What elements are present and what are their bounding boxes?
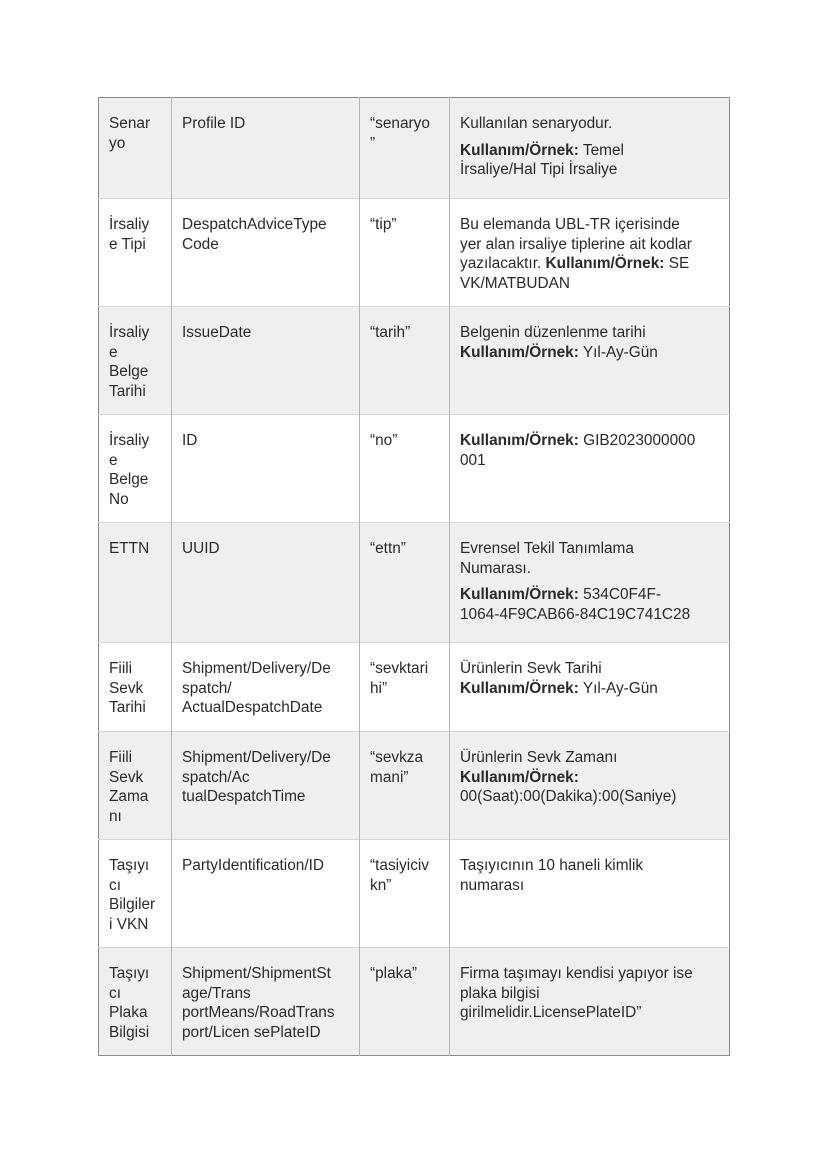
example-label: Kullanım/Örnek:: [460, 432, 579, 449]
description-cell: Bu elemanda UBL-TR içerisinde yer alan irsaliye tiplerine ait kodlar yazılacaktır. Kullanım/Örnek: SE VK/MATBUDAN: [450, 199, 730, 307]
example-label: Kullanım/Örnek:: [545, 255, 665, 272]
description-cell: Kullanım/Örnek: GIB2023000000 001: [450, 415, 730, 523]
field-name-cell: ETTN: [99, 523, 172, 643]
variable-cell: “sevktari hi”: [360, 643, 450, 732]
field-name-cell: Fiili Sevk Tarihi: [109, 660, 146, 716]
table-row: [99, 523, 730, 643]
ubl-element-cell: ID: [172, 415, 360, 523]
ubl-element-cell: Shipment/ShipmentSt age/Trans portMeans/RoadTrans port/Licen sePlateID: [172, 948, 360, 1056]
table-row: [99, 199, 730, 307]
variable-cell: “no”: [360, 415, 450, 523]
field-name-cell: Taşıyı cı Plaka Bilgisi: [99, 948, 172, 1056]
table-row: [99, 415, 730, 523]
ubl-element-cell: Shipment/Delivery/De spatch/Ac tualDespatchTime: [172, 732, 360, 840]
ubl-element-cell: Profile ID: [172, 98, 360, 199]
description-cell: Firma taşımayı kendisi yapıyor ise plaka bilgisi girilmelidir.LicensePlateID”: [450, 948, 730, 1056]
table-row: [99, 307, 730, 415]
description-cell: Kullanılan senaryodur. Kullanım/Örnek: Temel İrsaliye/Hal Tipi İrsaliye: [450, 98, 730, 199]
table-row: [99, 732, 730, 840]
ubl-element-cell: PartyIdentification/ID: [172, 840, 360, 948]
table-row: [99, 840, 730, 948]
field-name-cell: İrsaliy e Belge Tarihi: [99, 307, 172, 415]
ubl-element-cell: DespatchAdviceType Code: [172, 199, 360, 307]
example-label: Kullanım/Örnek:: [460, 586, 579, 603]
variable-cell: “sevkza mani”: [360, 732, 450, 840]
example-label: Kullanım/Örnek:: [460, 343, 579, 361]
variable-cell: “tasiyiciv kn”: [360, 840, 450, 948]
variable-cell: “plaka”: [360, 948, 450, 1056]
example-label: Kullanım/Örnek:: [460, 141, 579, 159]
ubl-element-cell: Shipment/Delivery/De spatch/ ActualDespatchDate: [172, 643, 360, 732]
field-name-cell: Fiili Sevk Zama nı: [99, 732, 172, 840]
variable-cell: “tip”: [360, 199, 450, 307]
ubl-element-cell: IssueDate: [172, 307, 360, 415]
field-name-cell: İrsaliy e Tipi: [109, 216, 150, 253]
field-spec-table: [98, 97, 730, 1056]
example-label: Kullanım/Örnek:: [460, 768, 579, 786]
description-cell: Ürünlerin Sevk Zamanı Kullanım/Örnek: 00(Saat):00(Dakika):00(Saniye): [450, 732, 730, 840]
table-row: [99, 643, 730, 732]
description-cell: Taşıyıcının 10 haneli kimlik numarası: [450, 840, 730, 948]
field-name-cell: Senar yo: [99, 98, 172, 199]
example-label: Kullanım/Örnek:: [460, 679, 579, 697]
description-cell: Belgenin düzenlenme tarihi Kullanım/Örnek: Yıl-Ay-Gün: [450, 307, 730, 415]
ubl-element-cell: UUID: [172, 523, 360, 643]
table-row: [99, 98, 730, 199]
description-cell: Ürünlerin Sevk Tarihi Kullanım/Örnek: Yıl-Ay-Gün: [450, 643, 730, 732]
field-name-cell: Taşıyı cı Bilgiler i VKN: [109, 857, 156, 933]
table-row: [99, 948, 730, 1056]
description-cell: Evrensel Tekil Tanımlama Numarası. Kullanım/Örnek: 534C0F4F- 1064-4F9CAB66-84C19C741C28: [450, 523, 730, 643]
field-name-cell: İrsaliy e Belge No: [109, 432, 150, 508]
variable-cell: “ettn”: [360, 523, 450, 643]
variable-cell: “senaryo ”: [360, 98, 450, 199]
variable-cell: “tarih”: [360, 307, 450, 415]
